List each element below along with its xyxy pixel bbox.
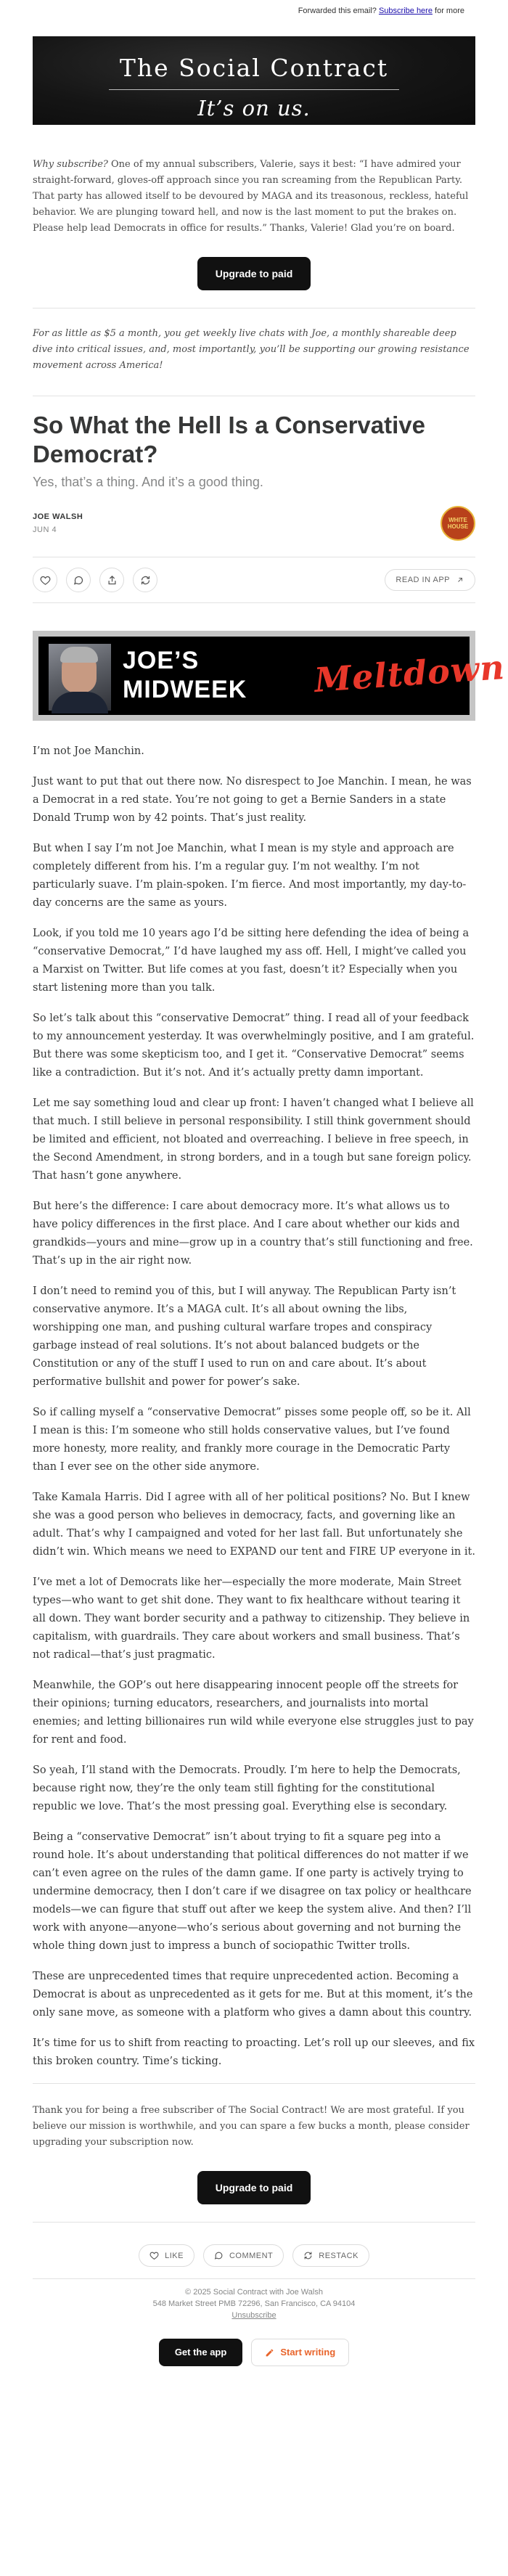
comment-button[interactable] xyxy=(66,568,91,592)
divider xyxy=(33,2083,475,2084)
body-paragraph: It’s time for us to shift from reacting to proacting. Let’s roll up our sleeves, and fix this broken country. Time’s ticking. xyxy=(33,2037,475,2067)
upgrade-to-paid-button[interactable]: Upgrade to paid xyxy=(197,257,311,290)
body-paragraph: Let me say something loud and clear up front: I haven’t changed what I believe all that much. I still believe in personal responsibility. I still think government should be limited and efficient, not bloated and overreaching. I believe in free speech, in the Second Amendment, in strong borders, and in a tough but sane foreign policy. That hasn’t gone anywhere. xyxy=(33,1097,474,1182)
comment-icon xyxy=(73,575,84,586)
pencil-icon xyxy=(265,2348,274,2358)
body-paragraph: But here’s the difference: I care about democracy more. It’s what allows us to have policy differences in the first place. And I care about whether our kids and grandkids—yours and mine—grow up in a country that’s still functioning and free. That’s up in the air right now. xyxy=(33,1201,473,1267)
body-paragraph: Being a “conservative Democrat” isn’t about trying to fit a square peg into a round hole. It’s about understanding that political differences do not matter if we can’t even agree on the rules of the damn game. If one party is actively trying to undermine democracy, then I don’t care if we disagree on tax policy or healthcare models—we can figure that stuff out after we keep the system alive. And then? I’ll work with anyone—anyone—who’s serious about governing and not burning the whole thing down just to impress a bunch of sociopathic Twitter trolls. xyxy=(33,1831,472,1952)
comment-pill-button[interactable] xyxy=(203,2244,284,2267)
body-paragraph: Take Kamala Harris. Did I agree with all of her political positions? No. But I knew she was a good person who believes in democracy, facts, and governing like an adult. That’s why I campaigned and voted for her last fall. But unfortunately she didn’t win. Which means we need to EXPAND our tent and FIRE UP everyone in it. xyxy=(33,1492,475,1558)
why-subscribe-intro xyxy=(33,157,475,237)
restack-icon xyxy=(140,575,151,586)
post-body xyxy=(33,743,475,2071)
app-cta-row xyxy=(33,2339,475,2366)
banner-divider xyxy=(109,89,399,90)
start-writing-label: Start writing xyxy=(280,2347,336,2358)
post-subtitle: Yes, that’s a thing. And it’s a good thing. xyxy=(33,475,263,489)
upgrade-to-paid-button-bottom[interactable]: Upgrade to paid xyxy=(197,2171,311,2204)
why-subscribe-text: One of my annual subscribers, Valerie, says it best: “I have admired your straight-forward, gloves-off approach since you ran screaming from the Republican Party. That party has allowed itself to be devoured by MAGA and its treasonous, reckless, hateful behavior. We are plunging toward hell, and now is the last moment to put the brakes on. Please help lead Democrats in office for results.” Thanks, Valerie! Glad you’re on board. xyxy=(33,159,469,234)
restack-label: RESTACK xyxy=(319,2251,359,2260)
why-subscribe-lead: Why subscribe? xyxy=(33,159,108,170)
like-button[interactable] xyxy=(33,568,57,592)
publication-banner[interactable] xyxy=(33,36,475,125)
author-avatar[interactable] xyxy=(441,506,475,541)
body-paragraph: I’ve met a lot of Democrats like her—especially the more moderate, Main Street types—who want to get shit done. They want to fix healthcare without tearing it all down. They want border security and a pathway to citizenship. They believe in capitalism, with guardrails. They care about workers and small business. That’s not radical—that’s just pragmatic. xyxy=(33,1577,470,1661)
read-in-app-button[interactable] xyxy=(385,569,475,591)
footer-actions xyxy=(33,2244,475,2267)
unsubscribe-link[interactable]: Unsubscribe xyxy=(232,2311,276,2320)
byline xyxy=(33,506,475,541)
body-paragraph: So yeah, I’ll stand with the Democrats. Proudly. I’m here to help the Democrats, because right now, they’re the only team still fighting for the constitutional republic we love. That’s the most pressing goal. Everything else is secondary. xyxy=(33,1765,461,1812)
share-icon xyxy=(107,575,118,586)
post-title[interactable]: So What the Hell Is a Conservative Democrat? xyxy=(33,412,425,467)
share-button[interactable] xyxy=(99,568,124,592)
body-paragraph: I’m not Joe Manchin. xyxy=(33,745,144,757)
body-paragraph: So if calling myself a “conservative Democrat” pisses some people off, so be it. All I mean is this: I’m someone who still holds conservative values, but I’ve found more honesty, more reality, and frankly more courage in the Democratic Party than I ever see on the other side anymore. xyxy=(33,1407,471,1473)
forwarded-text: Forwarded this email? xyxy=(298,7,377,15)
restack-pill-button[interactable] xyxy=(292,2244,369,2267)
body-paragraph: I don’t need to remind you of this, but I will anyway. The Republican Party isn’t conservative anymore. It’s a MAGA cult. It’s all about owning the libs, worshipping one man, and pushing cultural warfare tropes and conspiracy garbage instead of real solutions. It’s not about balanced budgets or the Constitution or any of the stuff I used to run on and care about. It’s about performative bullshit and power for power’s sake. xyxy=(33,1285,456,1388)
body-paragraph: But when I say I’m not Joe Manchin, what I mean is my style and approach are completely different from his. I’m a regular guy. I’m not wealthy. I’m not particularly suave. I’m plain-spoken. I’m fierce. And most importantly, my day-to-day concerns are the same as yours. xyxy=(33,843,467,909)
post-actions-bar xyxy=(33,557,475,603)
forward-bar xyxy=(0,0,508,22)
publication-tagline: It’s on us. xyxy=(197,96,311,120)
forwarded-suffix: for more xyxy=(435,7,464,15)
avatar-text: WHITE HOUSE xyxy=(447,517,469,530)
email-content xyxy=(33,36,507,2366)
like-label: LIKE xyxy=(165,2251,184,2260)
body-paragraph: So let’s talk about this “conservative Democrat” thing. I read all of your feedback to my announcement yesterday. It was overwhelmingly positive, and I am grateful. But there was some skepticism too, and I get it. “Conservative Democrat” seems like a contradiction. But it’s not. And it’s actually pretty damn important. xyxy=(33,1013,475,1079)
hero-headline-line2: MIDWEEK xyxy=(123,676,247,703)
like-pill-button[interactable] xyxy=(139,2244,194,2267)
comment-icon xyxy=(214,2251,224,2260)
get-the-app-button[interactable]: Get the app xyxy=(159,2339,243,2366)
comment-label: COMMENT xyxy=(229,2251,274,2260)
heart-icon xyxy=(149,2251,159,2260)
external-arrow-icon xyxy=(456,576,464,584)
read-in-app-label: READ IN APP xyxy=(396,576,450,584)
body-paragraph: Just want to put that out there now. No disrespect to Joe Manchin. I mean, he was a Democrat in a red state. You’re not going to get a Bernie Sanders in a state Donald Trump won by 42 points. That’s just reality. xyxy=(33,776,472,824)
copyright-text: © 2025 Social Contract with Joe Walsh xyxy=(185,2288,323,2297)
body-paragraph: Meanwhile, the GOP’s out here disappearing innocent people off the streets for their opinions; turning educators, researchers, and journalists into mortal enemies; and letting billionaires run wild while everyone else struggles just to pay for rent and food. xyxy=(33,1680,474,1746)
hero-image[interactable] xyxy=(33,631,507,721)
body-paragraph: These are unprecedented times that require unprecedented action. Becoming a Democrat is about as unprecedented as it gets for me. But at this moment, it’s the only sane move, as someone with a platform who gives a damn about this country. xyxy=(33,1971,473,2019)
restack-button[interactable] xyxy=(133,568,157,592)
divider xyxy=(33,2278,475,2279)
author-name[interactable]: JOE WALSH xyxy=(33,512,83,521)
divider xyxy=(33,2222,475,2223)
hero-script-word: Meltdown xyxy=(313,647,507,700)
subscribe-here-link[interactable]: Subscribe here xyxy=(378,7,433,15)
promo-text: For as little as $5 a month, you get weekly live chats with Joe, a monthly shareable deep dive into critical issues, and, most importantly, you’ll be supporting our growing resistance movement across America! xyxy=(33,328,470,371)
heart-icon xyxy=(40,575,51,586)
footer-address xyxy=(33,2286,475,2321)
author-photo xyxy=(49,644,111,711)
thank-you-outro: Thank you for being a free subscriber of The Social Contract! We are most grateful. If you believe our mission is worthwhile, and you can spare a few bucks a month, please consider upgrading your subscription now. xyxy=(33,2105,470,2148)
mailing-address: 548 Market Street PMB 72296, San Francisco, CA 94104 xyxy=(152,2299,356,2308)
publication-title: The Social Contract xyxy=(119,54,389,82)
post-date: JUN 4 xyxy=(33,526,57,534)
start-writing-button[interactable] xyxy=(251,2339,349,2366)
body-paragraph: Look, if you told me 10 years ago I’d be sitting here defending the idea of being a “conservative Democrat,” I’d have laughed my ass off. Hell, I might’ve called you a Marxist on Twitter. But life comes at you fast, doesn’t it? Especially when you start listening more than you talk. xyxy=(33,928,470,994)
restack-icon xyxy=(303,2251,313,2260)
hero-headline-line1: JOE’S xyxy=(123,647,200,674)
